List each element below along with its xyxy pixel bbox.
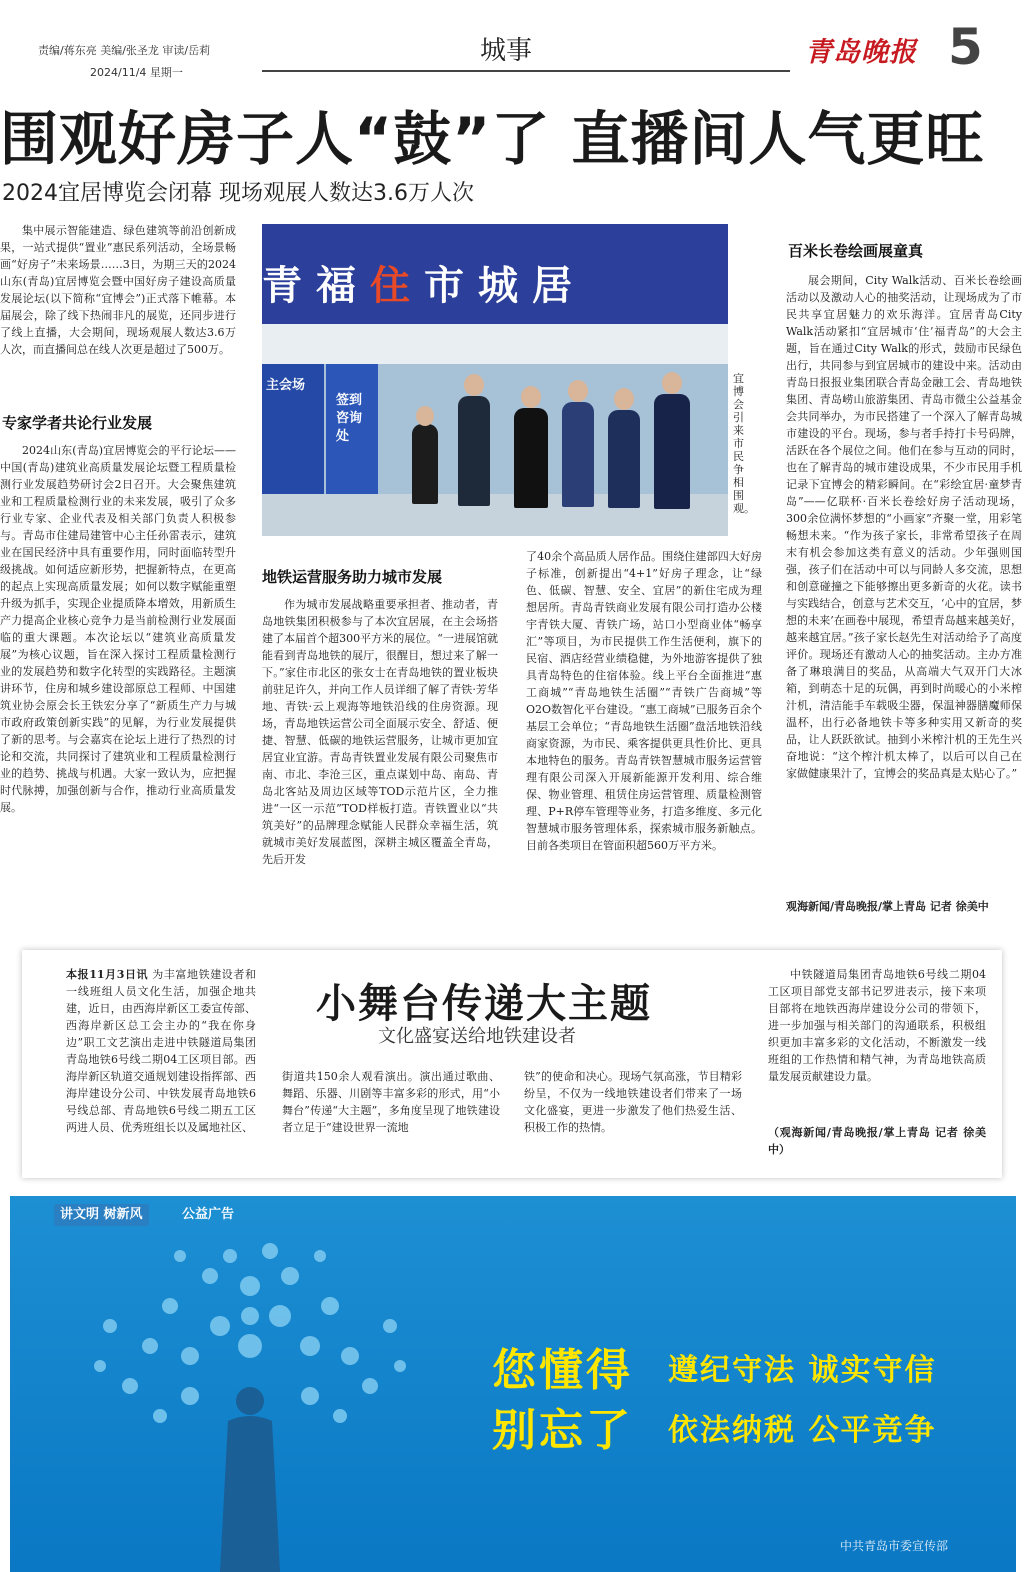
ad-tag: 讲文明 树新风 bbox=[54, 1204, 149, 1226]
editors-credit: 责编/蒋东亮 美编/张圣龙 审读/岳莉 bbox=[38, 44, 211, 57]
section-name: 城事 bbox=[480, 36, 533, 66]
photo-person-head bbox=[464, 374, 484, 396]
photo-banner-char: 城 bbox=[478, 263, 532, 309]
photo-roof bbox=[262, 324, 728, 364]
article2-title: 小舞台传递大主题 bbox=[316, 981, 652, 1027]
photo-banner-char: 居 bbox=[532, 263, 586, 309]
ad-tag-label: 公益广告 bbox=[182, 1207, 235, 1222]
photo-person bbox=[562, 402, 594, 507]
ad-slogan-1: 遵纪守法 诚实守信 bbox=[668, 1353, 937, 1388]
section-body-metro-col1: 作为城市发展战略重要承担者、推动者，青岛地铁集团积极参与了本次宜居展，在主会场搭建了本届首个超300平方米的展位。“一进展馆就能看到青岛地铁的展厅，很醒目，想过来了解一下。”家住市北区的张女士在青岛地铁的置业板块前驻足许久，并向工作人员详细了解了青铁·芳华地、青铁·云上观海等地铁沿线的住房资源。现场，青岛地铁运营公司全面展示安全、舒适、便捷、智慧、低碳的地铁运营服务，让城市更加宜居宜业宜游。青岛青铁置业发展有限公司聚焦市南、市北、李沧三区，重点谋划中岛、南岛、青岛北客站及周边区域等TOD示范片区，全力推进“一区一示范”TOD样板打造。青铁置业以“共筑美好”的品牌理念赋能人民群众幸福生活，筑就城市美好发展蓝图，深耕主城区覆盖全青岛，先后开发 bbox=[262, 598, 498, 866]
article2-col3: 铁”的使命和决心。现场气氛高涨，节目精彩纷呈，不仅为一线地铁建设者们带来了一场文化盛宴，更进一步激发了他们热爱生活、积极工作的热情。 bbox=[524, 1070, 742, 1134]
photo-caption: 宜博会引来市民争相围观。 bbox=[733, 372, 755, 515]
section-body-painting: 展会期间，City Walk活动、百米长卷绘画活动以及激动人心的抽奖活动，让现场成为了市民共享宜居魅力的欢乐海洋。宜居青岛City Walk活动紧扣“宜居城市‘住’福青岛”的大会主题，旨在通过City Walk的形式，鼓励市民绿色出行，共同参与到宜居城市的建设中来。活动由青岛日报报业集团联合青岛金融工会、青岛地铁集团、青岛崂山旅游集团、青岛市微尘公益基金会共同举办，为市民搭建了一个深入了解青岛城市建设的平台。现场，参与者手持打卡号码牌，活跃在各个展位之间。他们在参与互动的同时，也在了解青岛的城市建设成果，不少市民用手机记录下宜博会的精彩瞬间。在“彩绘宜居·童梦青岛”——亿联杯·百米长卷绘好房子活动现场，300余位满怀梦想的“小画家”齐聚一堂，用彩笔畅想未来。“作为孩子家长，非常希望孩子在周末有机会参加这类有意义的活动。少年强则国强，孩子们在活动中可以与同龄人多交流，思想和创意碰撞之下能够擦出更多新奇的火花。读书与实践结合，创意与艺术交互，‘心中的宜居，梦想的未来’在画卷中展现，希望青岛越来越美好，越来越宜居。”孩子家长赵先生对活动给予了高度评价。现场还有激动人心的抽奖活动。主办方准备了琳琅满目的奖品，从高端大气双开门大冰箱，到萌态十足的玩偶，再到时尚暖心的小米榨汁机，清洁能手车载吸尘器，保温神器膳魔师保温杯，出行必备地铁卡等多种实用又新奇的奖品，让人跃跃欲试。抽到小米榨汁机的王先生兴奋地说：“这个榨汁机太棒了，以后可以自己在家做健康果汁了，宜博会的奖品真是太贴心了。” bbox=[786, 274, 1022, 780]
ad-slogan-2-lead: 别忘了 bbox=[492, 1405, 633, 1456]
article-lead: 集中展示智能建造、绿色建筑等前沿创新成果，一站式提供“置业”惠民系列活动，全场景畅画“好房子”未来场景……3日，为期三天的2024山东(青岛)宜居博览会暨中国好房子建设高质量发展论坛(以下简称“宜博会”)正式落下帷幕。本届展会，除了线下热闹非凡的展览，还同步进行了线上直播，大会期间，现场观展人数达3.6万人次，而直播间总在线人次更是超过了500万。 bbox=[0, 224, 236, 356]
expo-photo bbox=[262, 224, 728, 536]
section-title-experts: 专家学者共论行业发展 bbox=[2, 414, 153, 432]
article2-col4: 中铁隧道局集团青岛地铁6号线二期04工区项目部党支部书记罗进表示，接下来项目部将在地铁西海岸建设分公司的带领下，进一步加强与相关部门的沟通联系，积极组织更加丰富多彩的文化活动，不断激发一线班组的工作热情和精气神，为青岛地铁高质量发展贡献建设力量。 bbox=[768, 968, 986, 1083]
issue-date: 2024/11/4 星期一 bbox=[90, 66, 183, 79]
article2-col1 bbox=[66, 966, 256, 1162]
photo-person-head bbox=[521, 386, 541, 408]
photo-person bbox=[412, 424, 438, 504]
article2-col1-text: 为丰富地铁建设者和一线班组人员文化生活，加强企地共建，近日，由西海岸新区工委宣传部、西海岸新区总工会主办的“我在你身边”职工文艺演出走进中铁隧道局集团青岛地铁6号线二期04工区项目部。西海岸新区轨道交通规划建设指挥部、西海岸建设分公司、中铁发展青岛地铁6号线总部、青岛地铁6号线二期五工区两进人员、优秀班组长以及属地社区、 bbox=[66, 968, 256, 1134]
article2-byline: （观海新闻/青岛晚报/掌上青岛 记者 徐美中） bbox=[768, 1126, 986, 1156]
photo-banner-char: 住 bbox=[370, 263, 424, 309]
photo-sign-main-venue: 主会场 bbox=[266, 378, 306, 393]
photo-person bbox=[654, 394, 690, 509]
photo-person bbox=[458, 396, 490, 506]
photo-person-head bbox=[568, 380, 588, 402]
section-body-experts: 2024山东(青岛)宜居博览会的平行论坛——中国(青岛)建筑业高质量发展论坛暨工程质量检测行业发展趋势研讨会2日召开。大会聚焦建筑业和工程质量检测行业的未来发展，吸引了众多行业专家、企业代表及相关部门负责人积极参与。青岛市住建局建管中心主任孙雷表示，建筑业在国民经济中具有重要作用，同时面临转型升级挑战。如何适应新形势，把握新特点，在更高的起点上实现高质量发展；如何以数字赋能重塑升级为抓手，实现企业提质降本增效，用新质生产力提高企业核心竞争力是当前检测行业发展面临的重大课题。本次论坛以“建筑业高质量发展”为核心议题，旨在深入探讨工程质量检测行业的发展趋势和数字化转型的实践路径。主题演讲环节，住房和城乡建设部原总工程师、中国建筑业协会原会长王铁宏分享了“新质生产力与城市政府政策创新实践”的见解，为行业发展提供了新的思考。与会嘉宾在论坛上进行了热烈的讨论和交流，共同探讨了建筑业和工程质量检测行业的趋势、挑战与机遇。大家一致认为，应把握时代脉搏，加强创新与合作，推动行业高质量发展。 bbox=[0, 444, 236, 814]
headline: 围观好房子人“鼓”了 直播间人气更旺 bbox=[0, 105, 985, 173]
section-title-metro: 地铁运营服务助力城市发展 bbox=[262, 568, 443, 586]
photo-person-head bbox=[416, 406, 434, 426]
photo-person bbox=[608, 410, 640, 508]
photo-banner-text bbox=[262, 254, 728, 311]
ad-slogan-2: 依法纳税 公平竞争 bbox=[668, 1413, 937, 1448]
section-title-painting: 百米长卷绘画展童真 bbox=[788, 242, 924, 260]
ad-sponsor: 中共青岛市委宣传部 bbox=[840, 1539, 949, 1553]
article-byline: 观海新闻/青岛晚报/掌上青岛 记者 徐美中 bbox=[786, 900, 989, 913]
photo-banner-char: 福 bbox=[316, 263, 370, 309]
photo-banner-char: 市 bbox=[424, 263, 478, 309]
photo-person bbox=[514, 408, 548, 508]
article2-col2: 街道共150余人观看演出。演出通过歌曲、舞蹈、乐器、川剧等丰富多彩的形式，用“小舞台”传递“大主题”，多角度呈现了地铁建设者立足于“建设世界一流地 bbox=[282, 1070, 500, 1134]
page-number: 5 bbox=[948, 18, 983, 76]
section-rule bbox=[262, 70, 790, 72]
photo-banner-char: 青 bbox=[262, 263, 316, 309]
ad-slogan-1-lead: 您懂得 bbox=[492, 1345, 633, 1396]
paper-logo: 青岛晚报 bbox=[805, 37, 917, 68]
photo-person-head bbox=[614, 388, 634, 410]
photo-person-head bbox=[662, 372, 682, 394]
article2-subtitle: 文化盛宴送给地铁建设者 bbox=[378, 1026, 576, 1047]
article2-dateline: 本报11月3日讯 bbox=[66, 968, 149, 981]
subheadline: 2024宜居博览会闭幕 现场观展人数达3.6万人次 bbox=[2, 181, 474, 206]
photo-banner-letters bbox=[262, 263, 586, 309]
photo-sign-checkin: 签到咨询处 bbox=[336, 393, 363, 444]
section-body-metro-col2: 了40余个高品质人居作品。围绕住建部四大好房子标准，创新提出“4+1”好房子理念，让“绿色、低碳、智慧、安全、宜居”的新住宅成为理想居所。青岛青铁商业发展有限公司打造办公楼宇青铁大厦、青铁广场，站口小型商业体“畅享汇”等项目，为市民提供工作生活便利，旗下的民宿、酒店经营业绩稳健，为外地游客提供了独具青岛特色的住宿体验。线上平台全面推进“惠工商城”“青岛地铁生活圈”“青铁广告商城”等O2O数智化平台建设。“惠工商城”已服务百余个基层工会单位；“青岛地铁生活圈”盘活地铁沿线商家资源，为市民、乘客提供更具性价比、更具本地特色的服务。青岛青铁智慧城市服务运营管理有限公司深入开展新能源开发利用、综合维保、物业管理、租赁住房运营管理、质量检测管理、P+R停车管理等业务，打造多维度、多元化智慧城市服务管理体系，探索城市服务新触点。目前各类项目在管面积超560万平方米。 bbox=[526, 550, 762, 852]
